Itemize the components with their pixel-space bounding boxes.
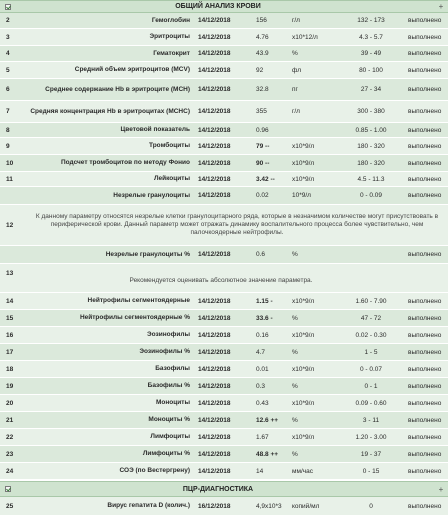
reference-range: 132 - 173 xyxy=(357,17,385,24)
test-date: 14/12/2018 xyxy=(198,399,231,407)
table-row xyxy=(0,138,448,155)
test-date: 14/12/2018 xyxy=(198,142,231,150)
comment-row xyxy=(0,205,448,246)
row-number: 25 xyxy=(6,502,14,510)
status-text: выполнено xyxy=(408,175,442,183)
result-unit: % xyxy=(292,416,298,424)
status-text: выполнено xyxy=(408,382,442,390)
result-value: 355 xyxy=(256,108,267,115)
row-number: 15 xyxy=(6,314,14,322)
status-text: выполнено xyxy=(408,348,442,356)
row-number: 8 xyxy=(6,126,10,134)
result-unit: x10*9/л xyxy=(292,175,315,183)
test-name: Среднее содержание Hb в эритроците (MCH) xyxy=(45,85,190,93)
comment-text: К данному параметру относятся незрелые клетки гранулоцитарного ряда, которые в незначимом количестве могут присутствовать в периферической крови. Данный параметр может отражать динамику воспалительного процесса более чувствительно, чем палочкоядерные нейтрофилы. xyxy=(35,213,439,236)
status-text: выполнено xyxy=(408,50,442,57)
row-number: 18 xyxy=(6,365,14,373)
reference-range: 0 - 15 xyxy=(362,467,380,475)
result-value: 33.6 - xyxy=(256,314,273,322)
section-header-cbc xyxy=(0,0,448,13)
row-number: 7 xyxy=(6,108,10,115)
row-number: 23 xyxy=(6,450,14,458)
reference-range: 80 - 100 xyxy=(359,66,383,74)
result-value: 48.8 ++ xyxy=(256,450,279,458)
reference-range: 4.3 - 5.7 xyxy=(359,33,383,41)
row-number: 17 xyxy=(6,348,14,356)
test-date: 14/12/2018 xyxy=(198,126,231,134)
comment-row xyxy=(0,264,448,293)
test-date: 14/12/2018 xyxy=(198,251,231,258)
reference-range: 0 xyxy=(369,502,373,510)
test-date: 14/12/2018 xyxy=(198,382,231,390)
result-unit: x10*12/л xyxy=(292,33,318,41)
table-row xyxy=(0,246,448,264)
table-row xyxy=(0,395,448,412)
status-text: выполнено xyxy=(408,450,442,458)
table-row xyxy=(0,412,448,429)
test-name: Лимфоциты % xyxy=(142,450,190,457)
result-unit: % xyxy=(292,450,298,458)
result-value: 14 xyxy=(256,467,264,475)
test-date: 14/12/2018 xyxy=(198,108,231,115)
reference-range: 47 - 72 xyxy=(360,314,382,322)
table-row xyxy=(0,79,448,101)
section-header-pcr xyxy=(0,481,448,497)
reference-range: 300 - 380 xyxy=(357,108,385,115)
status-text: выполнено xyxy=(408,86,442,93)
table-row xyxy=(0,446,448,463)
table-row xyxy=(0,378,448,395)
result-value: 1.15 - xyxy=(256,297,273,305)
test-name: Базофилы xyxy=(155,365,190,372)
table-row xyxy=(0,293,448,310)
reference-range: 180 - 320 xyxy=(357,159,385,167)
row-number: 19 xyxy=(6,382,14,390)
reference-range: 1.20 - 3.00 xyxy=(355,433,387,441)
result-value: 4,9x10*3 xyxy=(256,502,282,510)
status-text: выполнено xyxy=(408,66,442,74)
table-row xyxy=(0,123,448,138)
reference-range: 0 - 0.07 xyxy=(359,365,383,373)
test-name: Базофилы % xyxy=(147,382,190,389)
row-number: 6 xyxy=(6,86,10,93)
row-number: 21 xyxy=(6,416,14,424)
test-name: Тромбоциты xyxy=(148,142,190,149)
test-name: Незрелые гранулоциты xyxy=(113,191,190,199)
test-name: Вирус гепатита D (колич.) xyxy=(107,502,190,509)
table-row xyxy=(0,429,448,446)
test-date: 14/12/2018 xyxy=(198,297,231,305)
result-unit: г/л xyxy=(292,108,300,115)
row-number: 5 xyxy=(6,66,10,74)
test-name: Цветовой показатель xyxy=(120,126,190,133)
reference-range: 180 - 320 xyxy=(357,142,385,150)
result-value: 156 xyxy=(256,17,267,24)
row-number: 11 xyxy=(6,175,13,183)
result-value: 92 xyxy=(256,66,264,74)
result-unit: % xyxy=(292,348,298,356)
reference-range: 0.02 - 0.30 xyxy=(355,331,387,339)
table-row xyxy=(0,172,448,187)
test-date: 16/12/2018 xyxy=(198,502,231,510)
status-text: выполнено xyxy=(408,365,442,373)
result-unit: x10*9/л xyxy=(292,142,315,150)
result-value: 0.01 xyxy=(256,365,269,373)
test-name: Лимфоциты xyxy=(150,433,190,440)
row-number: 3 xyxy=(6,33,10,41)
result-unit: x10*9/л xyxy=(292,159,315,167)
status-text: выполнено xyxy=(408,159,442,167)
table-row xyxy=(0,327,448,344)
section-checkbox-cbc[interactable] xyxy=(5,4,11,10)
reference-range: 1 - 5 xyxy=(364,348,378,356)
result-unit: % xyxy=(292,50,298,57)
test-date: 14/12/2018 xyxy=(198,86,231,93)
test-date: 14/12/2018 xyxy=(198,17,231,24)
result-unit: x10*9/л xyxy=(292,365,315,373)
result-value: 0.6 xyxy=(256,251,266,258)
expand-plus-icon[interactable]: + xyxy=(438,484,444,494)
comment-text: Рекомендуется оценивать абсолютное значение параметра. xyxy=(129,277,313,284)
result-unit: мм/час xyxy=(292,467,313,475)
result-unit: пг xyxy=(292,86,298,93)
test-date: 14/12/2018 xyxy=(198,192,231,199)
result-value: 0.43 xyxy=(256,399,269,407)
reference-range: 0.85 - 1.00 xyxy=(355,126,387,134)
test-date: 14/12/2018 xyxy=(198,175,231,183)
result-value: 90 -- xyxy=(256,159,270,167)
result-unit: 10*9/л xyxy=(292,192,311,199)
table-row xyxy=(0,62,448,79)
result-value: 4.76 xyxy=(256,33,269,41)
reference-range: 27 - 34 xyxy=(360,86,382,93)
test-name: Гематокрит xyxy=(153,49,190,57)
table-row xyxy=(0,29,448,46)
test-name: СОЭ (по Вестергрену) xyxy=(119,467,190,474)
status-text: выполнено xyxy=(408,433,442,441)
section-checkbox-pcr[interactable] xyxy=(5,486,11,492)
table-row xyxy=(0,46,448,62)
row-number: 24 xyxy=(6,467,14,475)
test-date: 14/12/2018 xyxy=(198,450,231,458)
table-row xyxy=(0,344,448,361)
reference-range: 19 - 37 xyxy=(360,450,382,458)
expand-plus-icon[interactable]: + xyxy=(438,2,444,11)
result-unit: % xyxy=(292,314,298,322)
row-number: 13 xyxy=(6,270,14,277)
reference-range: 0 - 1 xyxy=(364,382,378,390)
test-name: Лейкоциты xyxy=(153,175,190,182)
test-name: Эритроциты xyxy=(149,33,190,40)
result-value: 0.96 xyxy=(256,126,269,134)
section-title: ПЦР-ДИАГНОСТИКА xyxy=(182,485,254,493)
test-date: 14/12/2018 xyxy=(198,33,231,41)
table-row xyxy=(0,187,448,205)
row-number: 12 xyxy=(6,221,14,229)
status-text: выполнено xyxy=(408,126,442,134)
status-text: выполнено xyxy=(408,314,442,322)
reference-range: 39 - 49 xyxy=(360,50,382,57)
row-number: 4 xyxy=(6,50,10,57)
row-number: 20 xyxy=(6,399,14,407)
status-text: выполнено xyxy=(408,192,442,199)
reference-range: 4.5 - 11.3 xyxy=(357,175,385,183)
status-text: выполнено xyxy=(408,331,442,339)
result-value: 0.3 xyxy=(256,382,266,390)
row-number: 14 xyxy=(6,297,14,305)
status-text: выполнено xyxy=(408,108,442,115)
test-name: Подсчет тромбоцитов по методу Фонио xyxy=(60,159,190,166)
table-row xyxy=(0,463,448,480)
row-number: 9 xyxy=(6,142,10,150)
test-date: 14/12/2018 xyxy=(198,331,231,339)
test-date: 14/12/2018 xyxy=(198,314,231,322)
test-name: Средний объем эритроцитов (MCV) xyxy=(74,66,190,73)
status-text: выполнено xyxy=(408,251,442,258)
test-date: 14/12/2018 xyxy=(198,50,231,57)
row-number: 10 xyxy=(6,159,14,167)
table-row xyxy=(0,310,448,327)
row-number: 22 xyxy=(6,433,14,441)
result-unit: x10*9/л xyxy=(292,297,315,305)
result-value: 4.7 xyxy=(256,348,266,356)
status-text: выполнено xyxy=(408,416,442,424)
test-name: Нейтрофилы сегментоядерные xyxy=(87,297,190,304)
test-name: Средняя концентрация Hb в эритроцитах (MCHC) xyxy=(30,107,190,115)
reference-range: 3 - 11 xyxy=(362,416,380,424)
table-row xyxy=(0,101,448,123)
result-value: 1.67 xyxy=(256,433,269,441)
test-date: 14/12/2018 xyxy=(198,467,231,475)
result-unit: копий/мл xyxy=(292,502,320,510)
test-date: 14/12/2018 xyxy=(198,365,231,373)
result-value: 3.42 -- xyxy=(256,175,275,183)
test-date: 14/12/2018 xyxy=(198,416,231,424)
result-unit: x10*9/л xyxy=(292,331,315,339)
test-name: Эозинофилы % xyxy=(139,348,190,355)
test-name: Эозинофилы xyxy=(147,331,190,338)
test-date: 14/12/2018 xyxy=(198,348,231,356)
test-name: Нейтрофилы сегментоядерные % xyxy=(79,314,190,321)
test-name: Моноциты % xyxy=(148,416,190,423)
test-date: 14/12/2018 xyxy=(198,433,231,441)
table-row xyxy=(0,361,448,378)
test-date: 14/12/2018 xyxy=(198,66,231,74)
section-title: ОБЩИЙ АНАЛИЗ КРОВИ xyxy=(175,3,261,10)
reference-range: 1.60 - 7.90 xyxy=(355,297,387,305)
status-text: выполнено xyxy=(408,467,442,475)
result-unit: x10*9/л xyxy=(292,399,315,407)
test-name: Моноциты xyxy=(155,399,190,406)
result-unit: г/л xyxy=(292,17,300,24)
status-text: выполнено xyxy=(408,17,442,24)
result-unit: % xyxy=(292,382,298,390)
reference-range: 0.09 - 0.60 xyxy=(355,399,387,407)
result-value: 79 -- xyxy=(256,142,270,150)
result-value: 43.9 xyxy=(256,50,269,57)
table-row xyxy=(0,13,448,29)
result-value: 0.02 xyxy=(256,192,269,199)
status-text: выполнено xyxy=(408,33,442,41)
test-date: 14/12/2018 xyxy=(198,159,231,167)
reference-range: 0 - 0.09 xyxy=(359,192,383,199)
result-value: 0.16 xyxy=(256,331,269,339)
status-text: выполнено xyxy=(408,502,442,510)
table-row xyxy=(0,155,448,172)
test-name: Незрелые гранулоциты % xyxy=(105,250,190,258)
row-number: 2 xyxy=(6,17,10,24)
result-value: 12.6 ++ xyxy=(256,416,279,424)
result-unit: % xyxy=(292,251,298,258)
result-unit: x10*9/л xyxy=(292,433,315,441)
status-text: выполнено xyxy=(408,297,442,305)
result-value: 32.8 xyxy=(256,86,269,93)
row-number: 16 xyxy=(6,331,14,339)
result-unit: фл xyxy=(292,66,301,74)
test-name: Гемоглобин xyxy=(151,16,190,24)
status-text: выполнено xyxy=(408,399,442,407)
status-text: выполнено xyxy=(408,142,442,150)
